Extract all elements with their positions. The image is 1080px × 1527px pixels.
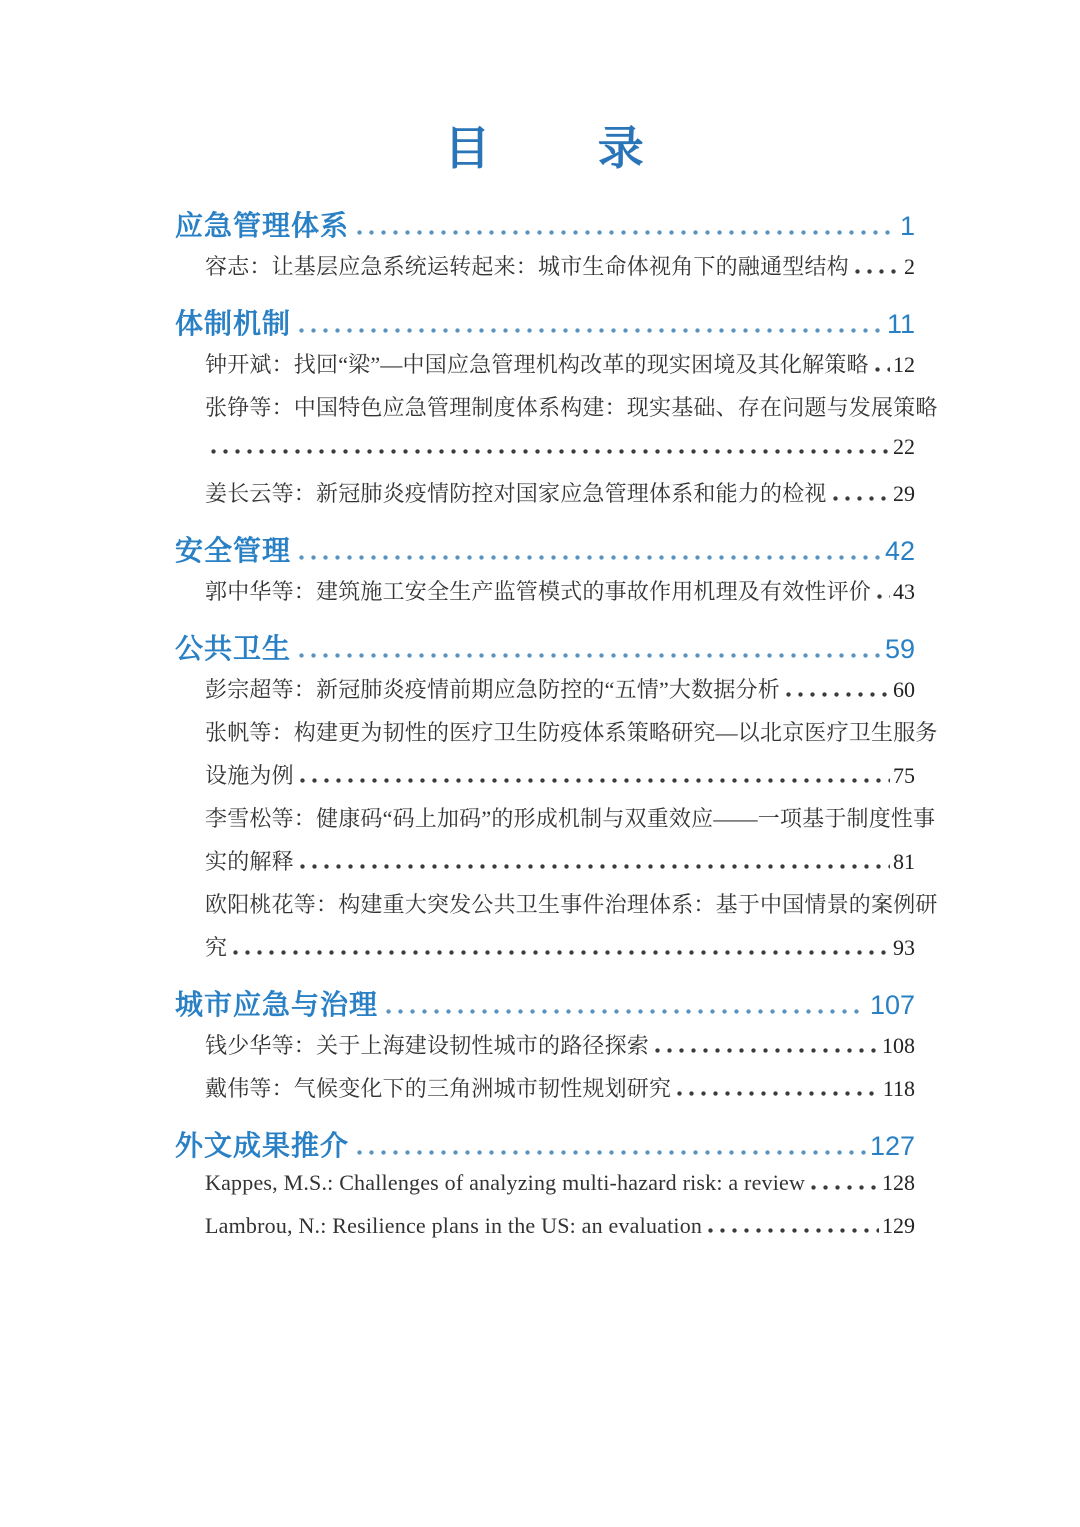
entry-text: Kappes, M.S.: Challenges of analyzing multi-hazard risk: a review [205,1170,806,1195]
entry-row-line1 [205,716,938,759]
dot-leader [299,328,883,333]
entry-page-number: 81 [893,849,915,874]
entry-page-number: 43 [893,579,915,604]
dot-leader [875,367,890,372]
entry-text-continuation: 究 [205,935,228,960]
dot-leader [877,594,890,599]
entry-page-number: 60 [893,677,915,702]
section-entries [175,673,938,974]
section-page-number: 127 [869,1131,915,1161]
section-entries [175,1170,915,1256]
section-row [175,1124,915,1167]
section-row [175,983,915,1026]
entry-text: 郭中华等：建筑施工安全生产监管模式的事故作用机理及有效性评价 [205,579,872,604]
entry-row [205,1213,915,1256]
entry-page-number: 108 [882,1033,915,1058]
entry-row [205,1170,915,1213]
entry-text: 张帆等：构建更为韧性的医疗卫生防疫体系策略研究—以北京医疗卫生服务 [205,720,938,745]
entry-row [205,348,915,391]
section-page-number: 42 [884,536,915,566]
section-row [175,204,915,247]
entry-page-number: 22 [893,434,915,459]
entry-row-line2 [205,845,915,888]
entry-page-number: 118 [882,1076,915,1101]
entry-row-line1 [205,391,938,434]
entry-page-number: 129 [882,1213,915,1238]
entry-page-number: 93 [893,935,915,960]
entry-row [205,1072,915,1115]
dot-leader [655,1048,879,1053]
entry-row-line2 [205,434,915,477]
dot-leader [855,269,901,274]
dot-leader [786,692,890,697]
dot-leader [211,449,890,454]
entry-row-line1 [205,888,938,931]
dot-leader [300,778,890,783]
section-title: 体制机制 [175,308,292,339]
section-row [175,302,915,345]
entry-text: 戴伟等：气候变化下的三角洲城市韧性规划研究 [205,1076,672,1101]
entry-text: Lambrou, N.: Resilience plans in the US: an evaluation [205,1213,703,1238]
entry-page-number: 12 [893,352,915,377]
entry-text-continuation: 实的解释 [205,849,294,874]
entry-text: 张铮等：中国特色应急管理制度体系构建：现实基础、存在问题与发展策略 [205,395,938,420]
entry-row [205,477,915,520]
entry-row [205,1029,915,1072]
entry-row [205,575,915,618]
dot-leader [233,950,890,955]
entry-row-line1 [205,802,936,845]
section-page-number: 59 [884,634,915,664]
entry-row [205,250,915,293]
entry-page-number: 75 [893,763,915,788]
entry-text: 钱少华等：关于上海建设韧性城市的路径探索 [205,1033,650,1058]
entry-row-line2 [205,931,915,974]
entry-text: 姜长云等：新冠肺炎疫情防控对国家应急管理体系和能力的检视 [205,481,827,506]
section-entries [175,575,915,618]
dot-leader [357,230,896,235]
section-title: 公共卫生 [175,633,292,664]
dot-leader [299,653,881,658]
entry-text: 彭宗超等：新冠肺炎疫情前期应急防控的“五情”大数据分析 [205,677,780,702]
dot-leader [300,864,890,869]
entry-text: 李雪松等：健康码“码上加码”的形成机制与双重效应——一项基于制度性事 [205,806,936,831]
section-entries [175,250,915,293]
entry-text: 欧阳桃花等：构建重大突发公共卫生事件治理体系：基于中国情景的案例研 [205,892,938,917]
section-title: 应急管理体系 [175,210,350,241]
entry-row-line2 [205,759,915,802]
toc-title: 目 录 [444,122,646,174]
entry-text: 容志：让基层应急系统运转起来：城市生命体视角下的融通型结构 [205,254,849,279]
section-title: 安全管理 [175,535,292,566]
dot-leader [299,555,881,560]
section-page-number: 11 [886,309,915,339]
section-entries [175,348,938,520]
section-page-number: 107 [869,990,915,1020]
entry-page-number: 128 [882,1170,915,1195]
entry-row [205,673,915,716]
dot-leader [677,1091,880,1096]
section-page-number: 1 [899,211,915,241]
entry-page-number: 2 [904,254,915,279]
section-title: 城市应急与治理 [175,989,379,1020]
dot-leader [811,1185,879,1190]
section-row [175,627,915,670]
entry-page-number: 29 [893,481,915,506]
entry-text: 钟开斌：找回“梁”—中国应急管理机构改革的现实困境及其化解策略 [205,352,869,377]
dot-leader [386,1009,866,1014]
section-entries [175,1029,915,1115]
dot-leader [833,496,890,501]
entry-text-continuation: 设施为例 [205,763,294,788]
section-row [175,529,915,572]
dot-leader [708,1228,879,1233]
dot-leader [357,1150,866,1155]
section-title: 外文成果推介 [175,1130,350,1161]
